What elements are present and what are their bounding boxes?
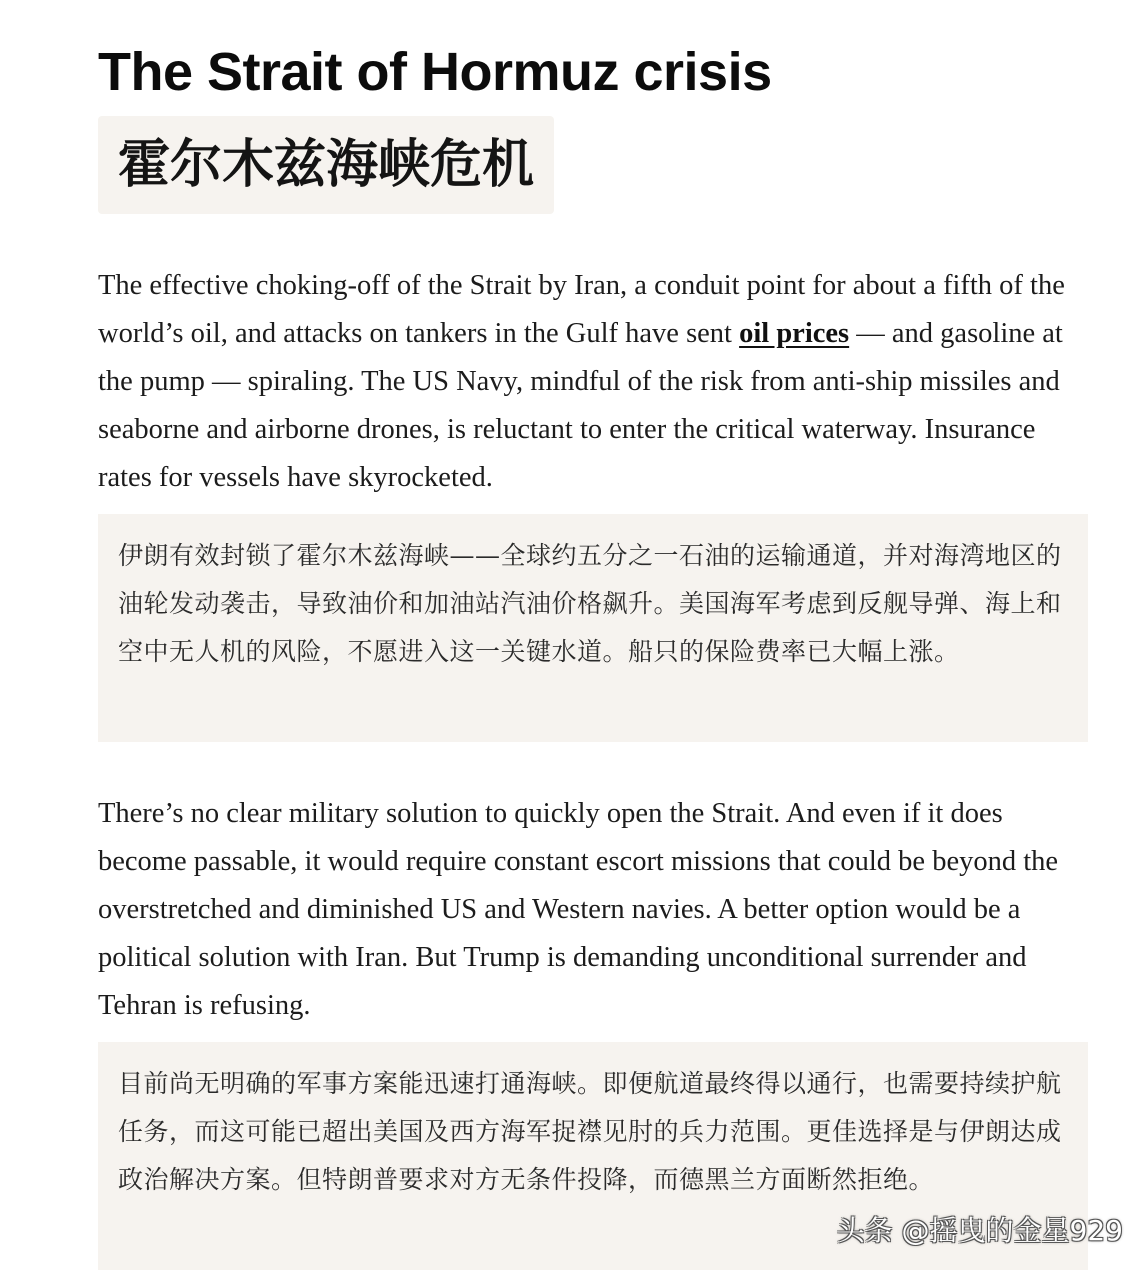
paragraph-1-translation-box [98,514,1088,742]
article-title-zh: 霍尔木兹海峡危机 [118,135,535,195]
paragraph-1-text-after: — and gasoline at the pump — spiraling. The US Navy, mindful of the risk from anti-ship missiles and seaborne and airborne drones, is reluctant to enter the critical waterway. Insurance rates for vessels have skyrocketed. [98,318,1063,493]
paragraph-2-zh: 目前尚无明确的军事方案能迅速打通海峡。即便航道最终得以通行，也需要持续护航任务，而这可能已超出美国及西方海军捉襟见肘的兵力范围。更佳选择是与伊朗达成政治解决方案。但特朗普要求对方无条件投降，而德黑兰方面断然拒绝。 [118,1069,1062,1194]
watermark: 头条 @摇曳的金星929 [836,1214,1123,1247]
oil-prices-link[interactable]: oil prices [739,318,850,349]
article-title-zh-box [98,116,554,214]
paragraph-1-en [98,262,1088,502]
article-title-en: The Strait of Hormuz crisis [98,42,772,102]
paragraph-1-text-before: The effective choking-off of the Strait by Iran, a conduit point for about a fifth of the world’s oil, and attacks on tankers in the Gulf have sent [98,270,1065,349]
paragraph-2-en: There’s no clear military solution to quickly open the Strait. And even if it does become passable, it would require constant escort missions that could be beyond the overstretched and diminished US and Western navies. A better option would be a political solution with Iran. But Trump is demanding unconditional surrender and Tehran is refusing. [98,798,1059,1021]
paragraph-1-zh: 伊朗有效封锁了霍尔木兹海峡——全球约五分之一石油的运输通道，并对海湾地区的油轮发动袭击，导致油价和加油站汽油价格飙升。美国海军考虑到反舰导弹、海上和空中无人机的风险，不愿进入这一关键水道。船只的保险费率已大幅上涨。 [118,541,1062,666]
